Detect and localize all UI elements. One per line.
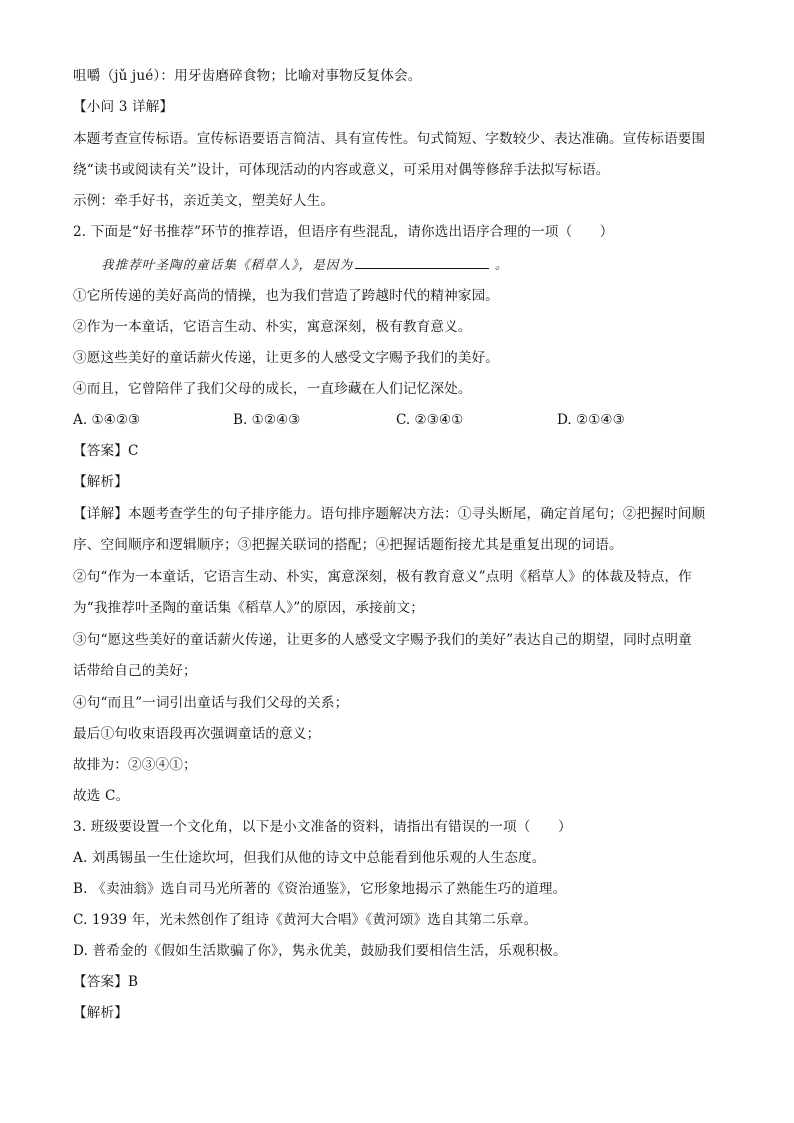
answer-label: 【答案】B [73,974,139,990]
q3-option-c: C. 1939 年，光未然创作了组诗《黄河大合唱》《黄河颂》选自其第二乐章。 [73,912,538,928]
answer-label: 【答案】C [73,443,139,459]
definition-line: 咀嚼（jǔ jué）：用牙齿磨碎食物；比喻对事物反复体会。 [73,68,422,84]
section-heading: 【小问 3 详解】 [73,99,174,115]
sentence-2: ②作为一本童话，它语言生动、朴实，寓意深刻，极有教育意义。 [73,319,472,335]
detail-line: ②句“作为一本童话，它语言生动、朴实，寓意深刻，极有教育意义”点明《稻草人》的体裁及特点，作 [73,569,692,585]
option-d: D. ②①④③ [557,412,625,428]
recommendation-period: 。 [494,257,509,272]
detail-line: 最后①句收束语段再次强调童话的意义； [73,726,321,742]
paragraph-line: 本题考查宣传标语。宣传标语要语言简洁、具有宣传性。句式简短、字数较少、表达准确。宣传标语要围 [73,131,706,147]
detail-line: 序、空间顺序和逻辑顺序；③把握关联词的搭配；④把握话题衔接尤其是重复出现的词语。 [73,537,623,553]
option-b: B. ①②④③ [233,412,301,428]
sentence-4: ④而且，它曾陪伴了我们父母的成长，一直珍藏在人们记忆深处。 [73,381,472,397]
question-2-stem: 2. 下面是“好书推荐”环节的推荐语，但语序有些混乱，请你选出语序合理的一项（ ） [73,224,614,240]
analysis-label: 【解析】 [73,1005,128,1021]
fill-blank [355,256,489,269]
detail-line: 为“我推荐叶圣陶的童话集《稻草人》”的原因，承接前文； [73,600,424,616]
detail-line: ④句“而且”一词引出童话与我们父母的关系； [73,695,349,711]
sentence-1: ①它所传递的美好高尚的情操，也为我们营造了跨越时代的精神家园。 [73,288,500,304]
sentence-3: ③愿这些美好的童话薪火传递，让更多的人感受文字赐予我们的美好。 [73,350,500,366]
analysis-label: 【解析】 [73,474,128,490]
detail-line: 【详解】本题考查学生的句子排序能力。语句排序题解决方法：①寻头断尾，确定首尾句；②把握时间顺 [73,506,706,522]
detail-line: ③句“愿这些美好的童话薪火传递，让更多的人感受文字赐予我们的美好”表达自己的期望，同时点明童 [73,632,692,648]
detail-line: 故选 C。 [73,788,130,804]
example-line: 示例：牵手好书，亲近美文，塑美好人生。 [73,193,335,209]
option-a: A. ①④②③ [73,412,141,428]
q3-option-a: A. 刘禹锡虽一生仕途坎坷，但我们从他的诗文中总能看到他乐观的人生态度。 [73,850,546,866]
detail-line: 话带给自己的美好； [73,663,197,679]
q3-option-b: B. 《卖油翁》选自司马光所著的《资治通鉴》，它形象地揭示了熟能生巧的道理。 [73,881,567,897]
question-3-stem: 3. 班级要设置一个文化角，以下是小文准备的资料，请指出有错误的一项（ ） [73,819,572,835]
recommendation-text: 我推荐叶圣陶的童话集《稻草人》，是因为 [101,257,353,272]
q3-option-d: D. 普希金的《假如生活欺骗了你》，隽永优美，鼓励我们要相信生活，乐观积极。 [73,943,567,959]
option-c: C. ②③④① [396,412,464,428]
detail-line: 故排为：②③④①； [73,757,197,773]
paragraph-line: 绕“读书或阅读有关”设计，可体现活动的内容或意义，可采用对偶等修辞手法拟写标语。 [73,162,610,178]
recommendation-sentence [101,256,509,274]
